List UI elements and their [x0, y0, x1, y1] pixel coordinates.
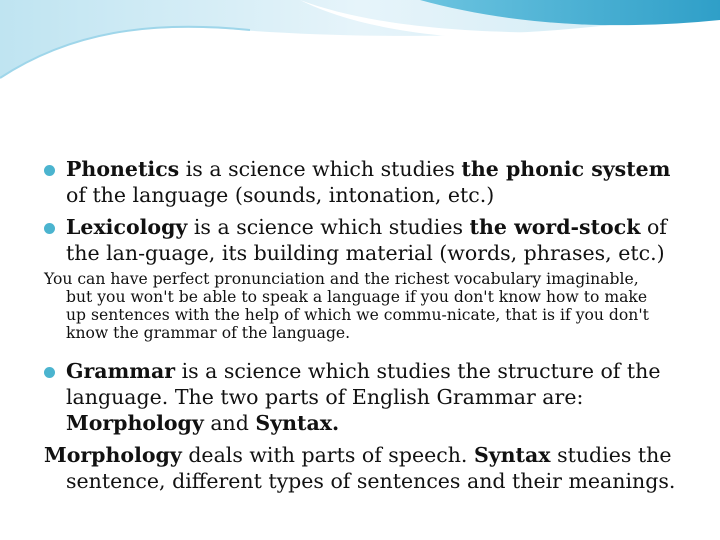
bullet-grammar: Grammar is a science which studies the structure of the language. The two parts of English Grammar are: Morphology and Syntax.: [44, 358, 684, 436]
bullet-dot: [44, 367, 55, 378]
bullet-lexicology: Lexicology is a science which studies the word-stock of the lan-guage, its building material (words, phrases, etc.): [44, 214, 684, 266]
note-paragraph: You can have perfect pronunciation and the richest vocabulary imaginable, but you won't be able to speak a language if you don't know how to make up sentences with the help of which we commu-nicate, that is if you don't know the grammar of the language.: [44, 270, 649, 342]
term-grammar: Grammar: [66, 359, 176, 383]
term-syntax: Syntax: [473, 443, 551, 467]
bullet-phonetics: Phonetics is a science which studies the phonic system of the language (sounds, intonation, etc.): [44, 156, 684, 208]
term-lexicology: Lexicology: [66, 215, 188, 239]
bullet-dot: [44, 165, 55, 176]
term-morphology: Morphology: [44, 443, 182, 467]
bullet-dot: [44, 223, 55, 234]
term-phonetics: Phonetics: [66, 157, 180, 181]
morphology-paragraph: Morphology deals with parts of speech. Syntax studies the sentence, different types of sentences and their meanings.: [44, 443, 676, 493]
